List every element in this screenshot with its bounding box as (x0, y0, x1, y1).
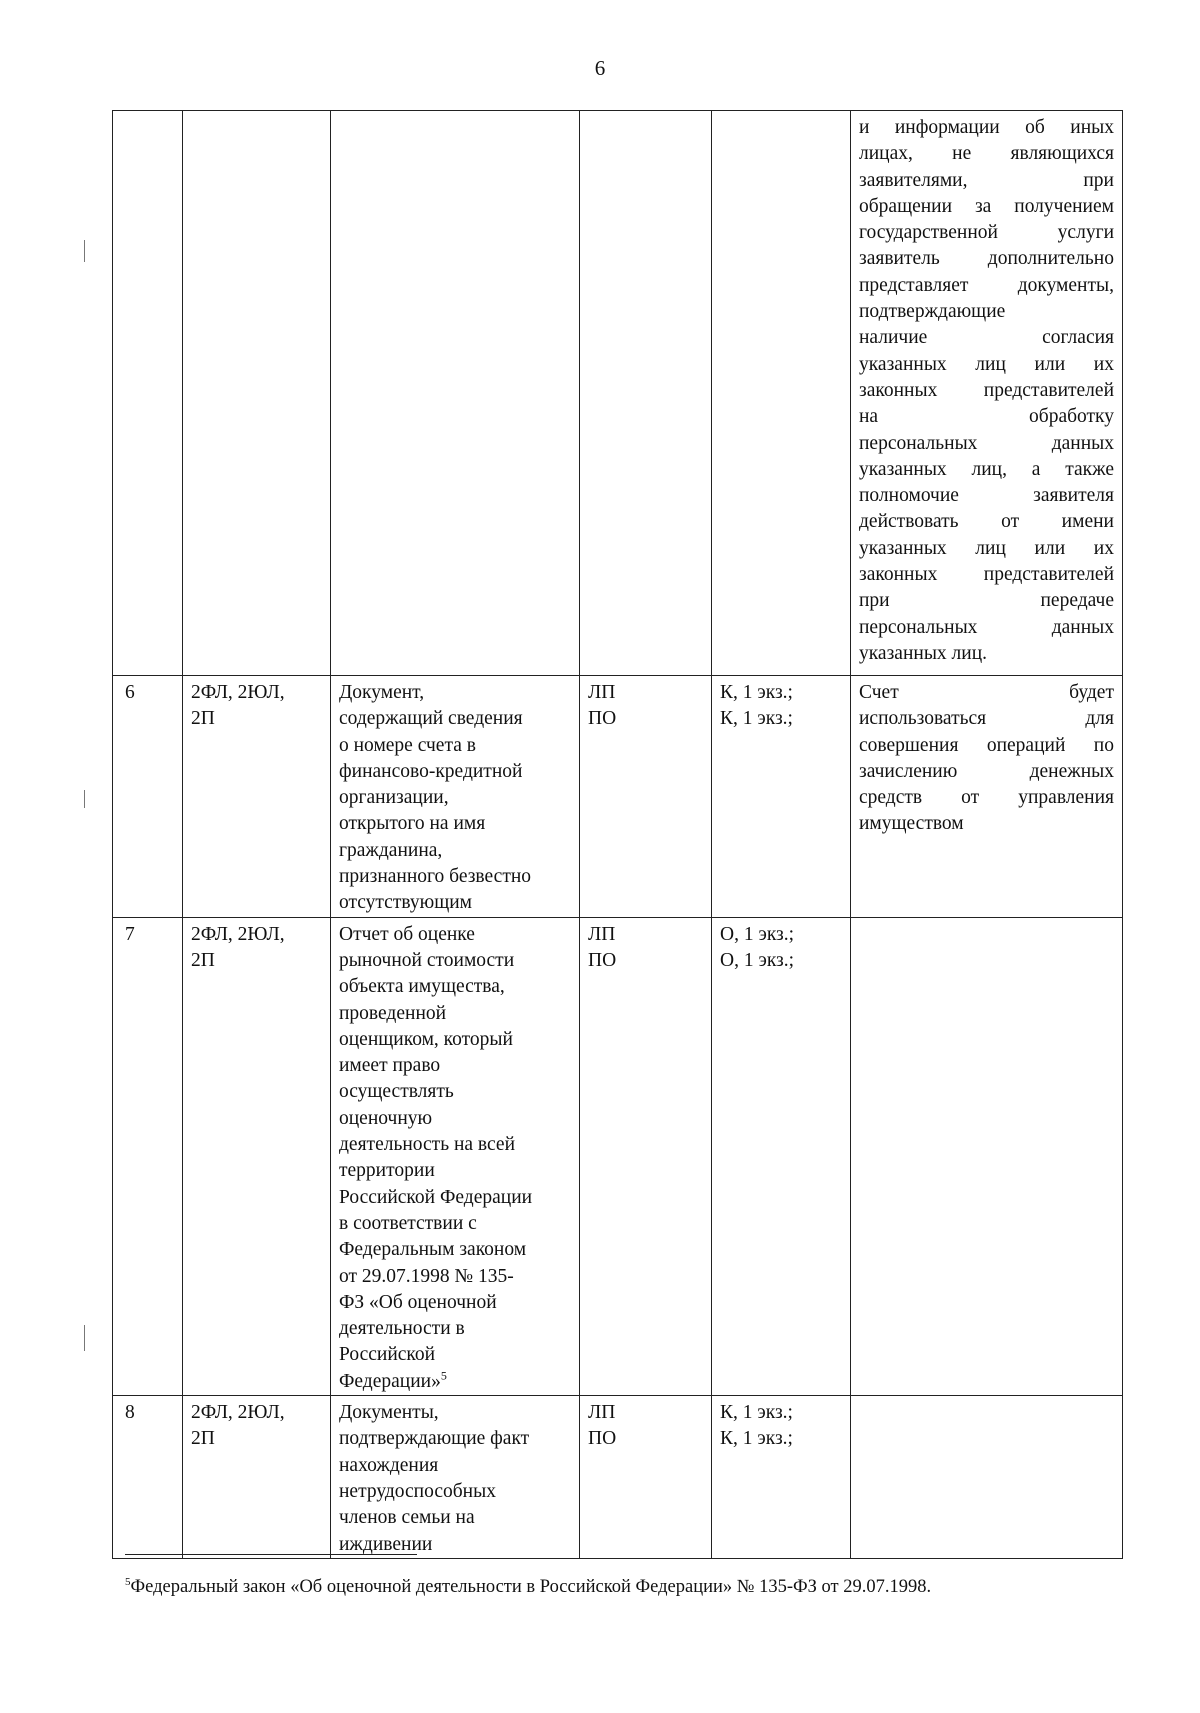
cell-number (113, 111, 183, 676)
document-line: территории (339, 1160, 435, 1182)
note-line: указанных лиц. (859, 642, 988, 664)
document-line: подтверждающие факт (339, 1428, 530, 1450)
copies-line: К, 1 экз.; (720, 682, 793, 703)
page-number: 6 (594, 56, 606, 80)
scan-margin-mark (84, 1325, 85, 1351)
note-line: Счет будет (859, 682, 1114, 703)
footnote (125, 1577, 931, 1598)
applicants-line: 2П (191, 1428, 215, 1450)
footnote-ref-mark: 5 (125, 1575, 131, 1588)
cell-applicants (183, 111, 331, 676)
note-line: персональных данных (859, 432, 1114, 454)
document-line: гражданина, (339, 839, 443, 861)
note-line: при передаче (859, 590, 1114, 612)
cell-form (580, 917, 712, 1395)
note-line: действовать от имени (859, 511, 1114, 533)
note-line: указанных лиц или их (859, 537, 1114, 559)
note-line: зачислению денежных (859, 760, 1114, 782)
cell-applicants (183, 917, 331, 1395)
document-line: оценочную (339, 1107, 433, 1129)
note-line: на обработку (859, 406, 1114, 428)
cell-note (851, 111, 1123, 676)
note-line: законных представителей (859, 379, 1114, 401)
cell-document (331, 676, 580, 918)
note-line: обращении за получением (859, 195, 1114, 217)
copies-line: К, 1 экз.; (720, 1428, 793, 1450)
document-line: содержащий сведения (339, 708, 523, 730)
document-line: имеет право (339, 1055, 441, 1077)
document-line: признанного безвестно (339, 866, 532, 888)
applicants-line: 2ФЛ, 2ЮЛ, (191, 1402, 285, 1424)
applicants-line: 2ФЛ, 2ЮЛ, (191, 682, 285, 703)
document-line: нетрудоспособных (339, 1480, 496, 1502)
cell-document (331, 111, 580, 676)
cell-document (331, 917, 580, 1395)
form-line: ПО (588, 949, 617, 971)
form-line: ПО (588, 1428, 617, 1450)
copies-line: К, 1 экз.; (720, 708, 793, 730)
cell-copies (712, 676, 851, 918)
document-line: ФЗ «Об оценочной (339, 1291, 497, 1313)
document-line: Документы, (339, 1402, 439, 1424)
documents-table (112, 110, 1123, 1559)
form-line: ЛП (588, 1402, 616, 1424)
footnote-ref-mark: 5 (440, 1368, 447, 1383)
document-line: Документ, (339, 682, 425, 703)
note-line: подтверждающие (859, 301, 1006, 323)
table-row (113, 917, 1123, 1395)
document-line: Российской Федерации (339, 1186, 533, 1208)
document-line: проведенной (339, 1002, 447, 1024)
copies-line: К, 1 экз.; (720, 1402, 793, 1424)
document-last-line (339, 1369, 571, 1395)
document-line: Российской (339, 1344, 436, 1366)
note-line: заявителями, при (859, 169, 1114, 191)
document-line: иждивении (339, 1533, 433, 1555)
note-line: совершения операций по (859, 734, 1114, 756)
document-line: деятельность на всей (339, 1134, 516, 1156)
document-line: о номере счета в (339, 734, 476, 756)
note-line: имуществом (859, 813, 964, 835)
document-line: Федеральным законом (339, 1239, 527, 1261)
applicants-line: 2ФЛ, 2ЮЛ, (191, 923, 285, 945)
document-line: осуществлять (339, 1081, 454, 1103)
note-line: наличие согласия (859, 327, 1114, 349)
copies-line: О, 1 экз.; (720, 949, 795, 971)
cell-note (851, 1396, 1123, 1559)
note-line: полномочие заявителя (859, 485, 1114, 507)
note-line: лицах, не являющихся (859, 143, 1114, 165)
document-line: отсутствующим (339, 892, 472, 914)
cell-form (580, 111, 712, 676)
note-line: заявитель дополнительно (859, 248, 1114, 270)
cell-copies (712, 1396, 851, 1559)
cell-number: 8 (113, 1396, 183, 1559)
copies-line: О, 1 экз.; (720, 923, 795, 945)
footnote-separator (125, 1554, 417, 1555)
document-line: членов семьи на (339, 1507, 475, 1529)
table-row (113, 111, 1123, 676)
note-line: средств от управления (859, 787, 1114, 809)
note-line: использоваться для (859, 708, 1114, 730)
note-line: персональных данных (859, 616, 1114, 638)
document-line: в соответствии с (339, 1212, 477, 1234)
document-line: деятельности в (339, 1318, 465, 1340)
applicants-line: 2П (191, 949, 215, 971)
applicants-line: 2П (191, 708, 215, 730)
cell-number: 6 (113, 676, 183, 918)
scan-margin-mark (84, 240, 85, 262)
cell-applicants (183, 676, 331, 918)
cell-applicants (183, 1396, 331, 1559)
cell-form (580, 676, 712, 918)
cell-copies (712, 111, 851, 676)
form-line: ЛП (588, 923, 616, 945)
note-line: законных представителей (859, 564, 1114, 586)
scan-margin-mark (84, 790, 85, 808)
form-line: ПО (588, 708, 617, 730)
document-line: оценщиком, который (339, 1028, 513, 1050)
table-row (113, 676, 1123, 918)
footnote-text: Федеральный закон «Об оценочной деятельности в Российской Федерации» № 135-ФЗ от 29.07.1998. (130, 1577, 932, 1597)
cell-note (851, 917, 1123, 1395)
document-line: Федерации» (339, 1370, 441, 1392)
document-line: открытого на имя (339, 813, 486, 835)
cell-note (851, 676, 1123, 918)
document-line: финансово-кредитной (339, 760, 523, 782)
document-line: Отчет об оценке (339, 923, 475, 945)
cell-copies (712, 917, 851, 1395)
note-line: представляет документы, (859, 274, 1114, 296)
document-line: объекта имущества, (339, 976, 505, 998)
cell-form (580, 1396, 712, 1559)
note-line: государственной услуги (859, 222, 1114, 244)
document-line: от 29.07.1998 № 135- (339, 1265, 514, 1287)
note-line: указанных лиц, а также (859, 458, 1114, 480)
note-line: указанных лиц или их (859, 353, 1114, 375)
document-line: нахождения (339, 1454, 439, 1476)
document-line: организации, (339, 787, 449, 809)
document-line: рыночной стоимости (339, 949, 515, 971)
cell-document (331, 1396, 580, 1559)
cell-number: 7 (113, 917, 183, 1395)
table-row (113, 1396, 1123, 1559)
form-line: ЛП (588, 682, 616, 703)
note-line: и информации об иных (859, 117, 1114, 138)
